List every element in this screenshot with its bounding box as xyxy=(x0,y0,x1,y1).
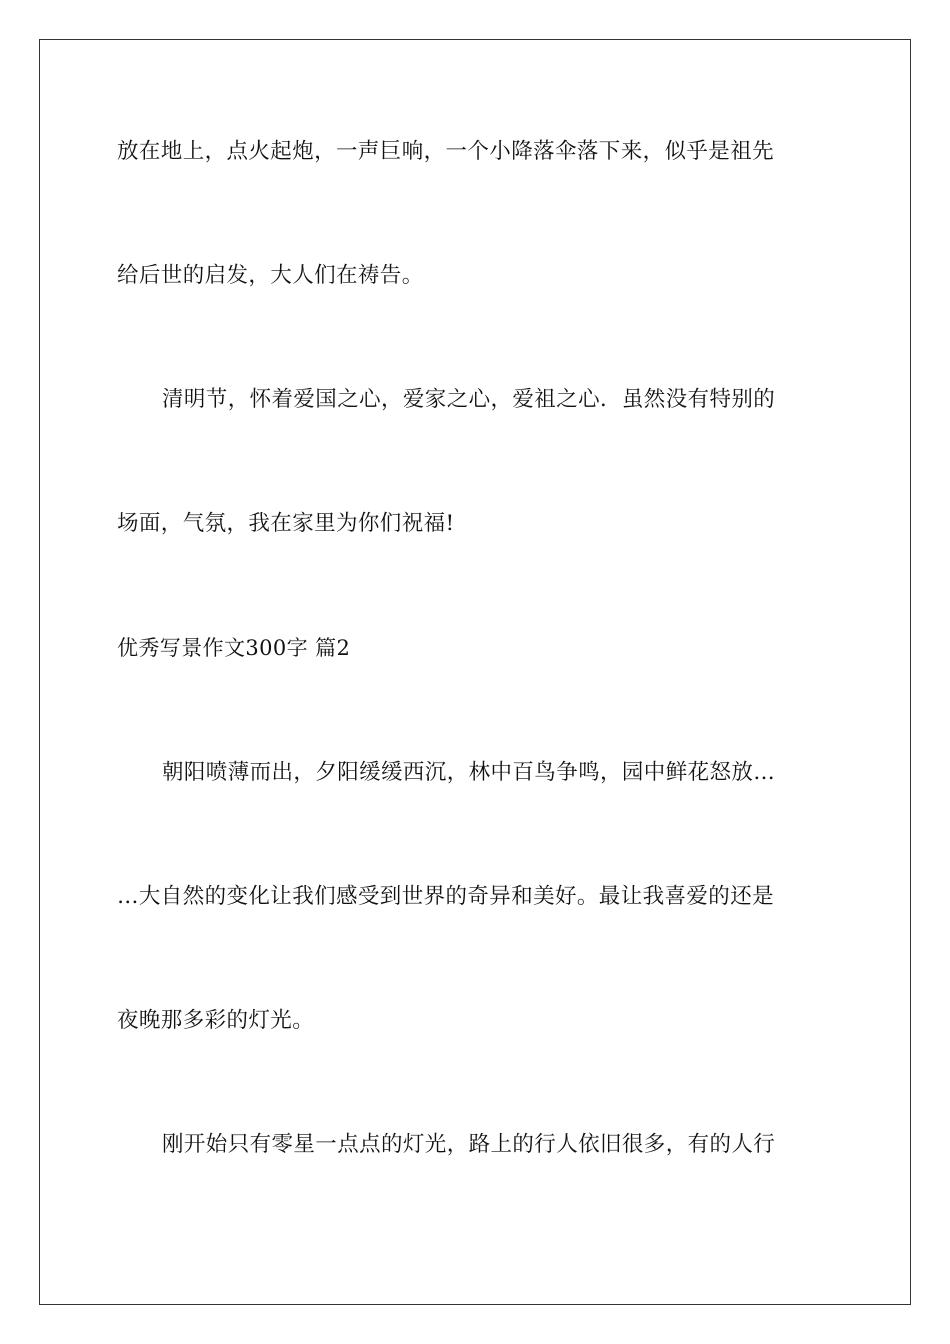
paragraph-line: …大自然的变化让我们感受到世界的奇异和美好。最让我喜爱的还是 xyxy=(117,884,775,909)
paragraph-line: 刚开始只有零星一点点的灯光，路上的行人依旧很多，有的人行 xyxy=(162,1132,776,1157)
section-heading: 优秀写景作文300字 篇2 xyxy=(117,636,351,660)
paragraph-line: 给后世的启发，大人们在祷告。 xyxy=(117,263,424,288)
paragraph-line: 放在地上，点火起炮，一声巨响，一个小降落伞落下来，似乎是祖先 xyxy=(117,139,775,164)
paragraph-line: 夜晚那多彩的灯光。 xyxy=(117,1008,315,1033)
paragraph-line: 清明节，怀着爱国之心，爱家之心，爱祖之心．虽然没有特别的 xyxy=(162,387,776,412)
paragraph-line: 场面，气氛，我在家里为你们祝福! xyxy=(117,511,455,536)
page-border xyxy=(39,39,911,1305)
paragraph-line: 朝阳喷薄而出，夕阳缓缓西沉，林中百鸟争鸣，园中鲜花怒放… xyxy=(162,760,776,785)
